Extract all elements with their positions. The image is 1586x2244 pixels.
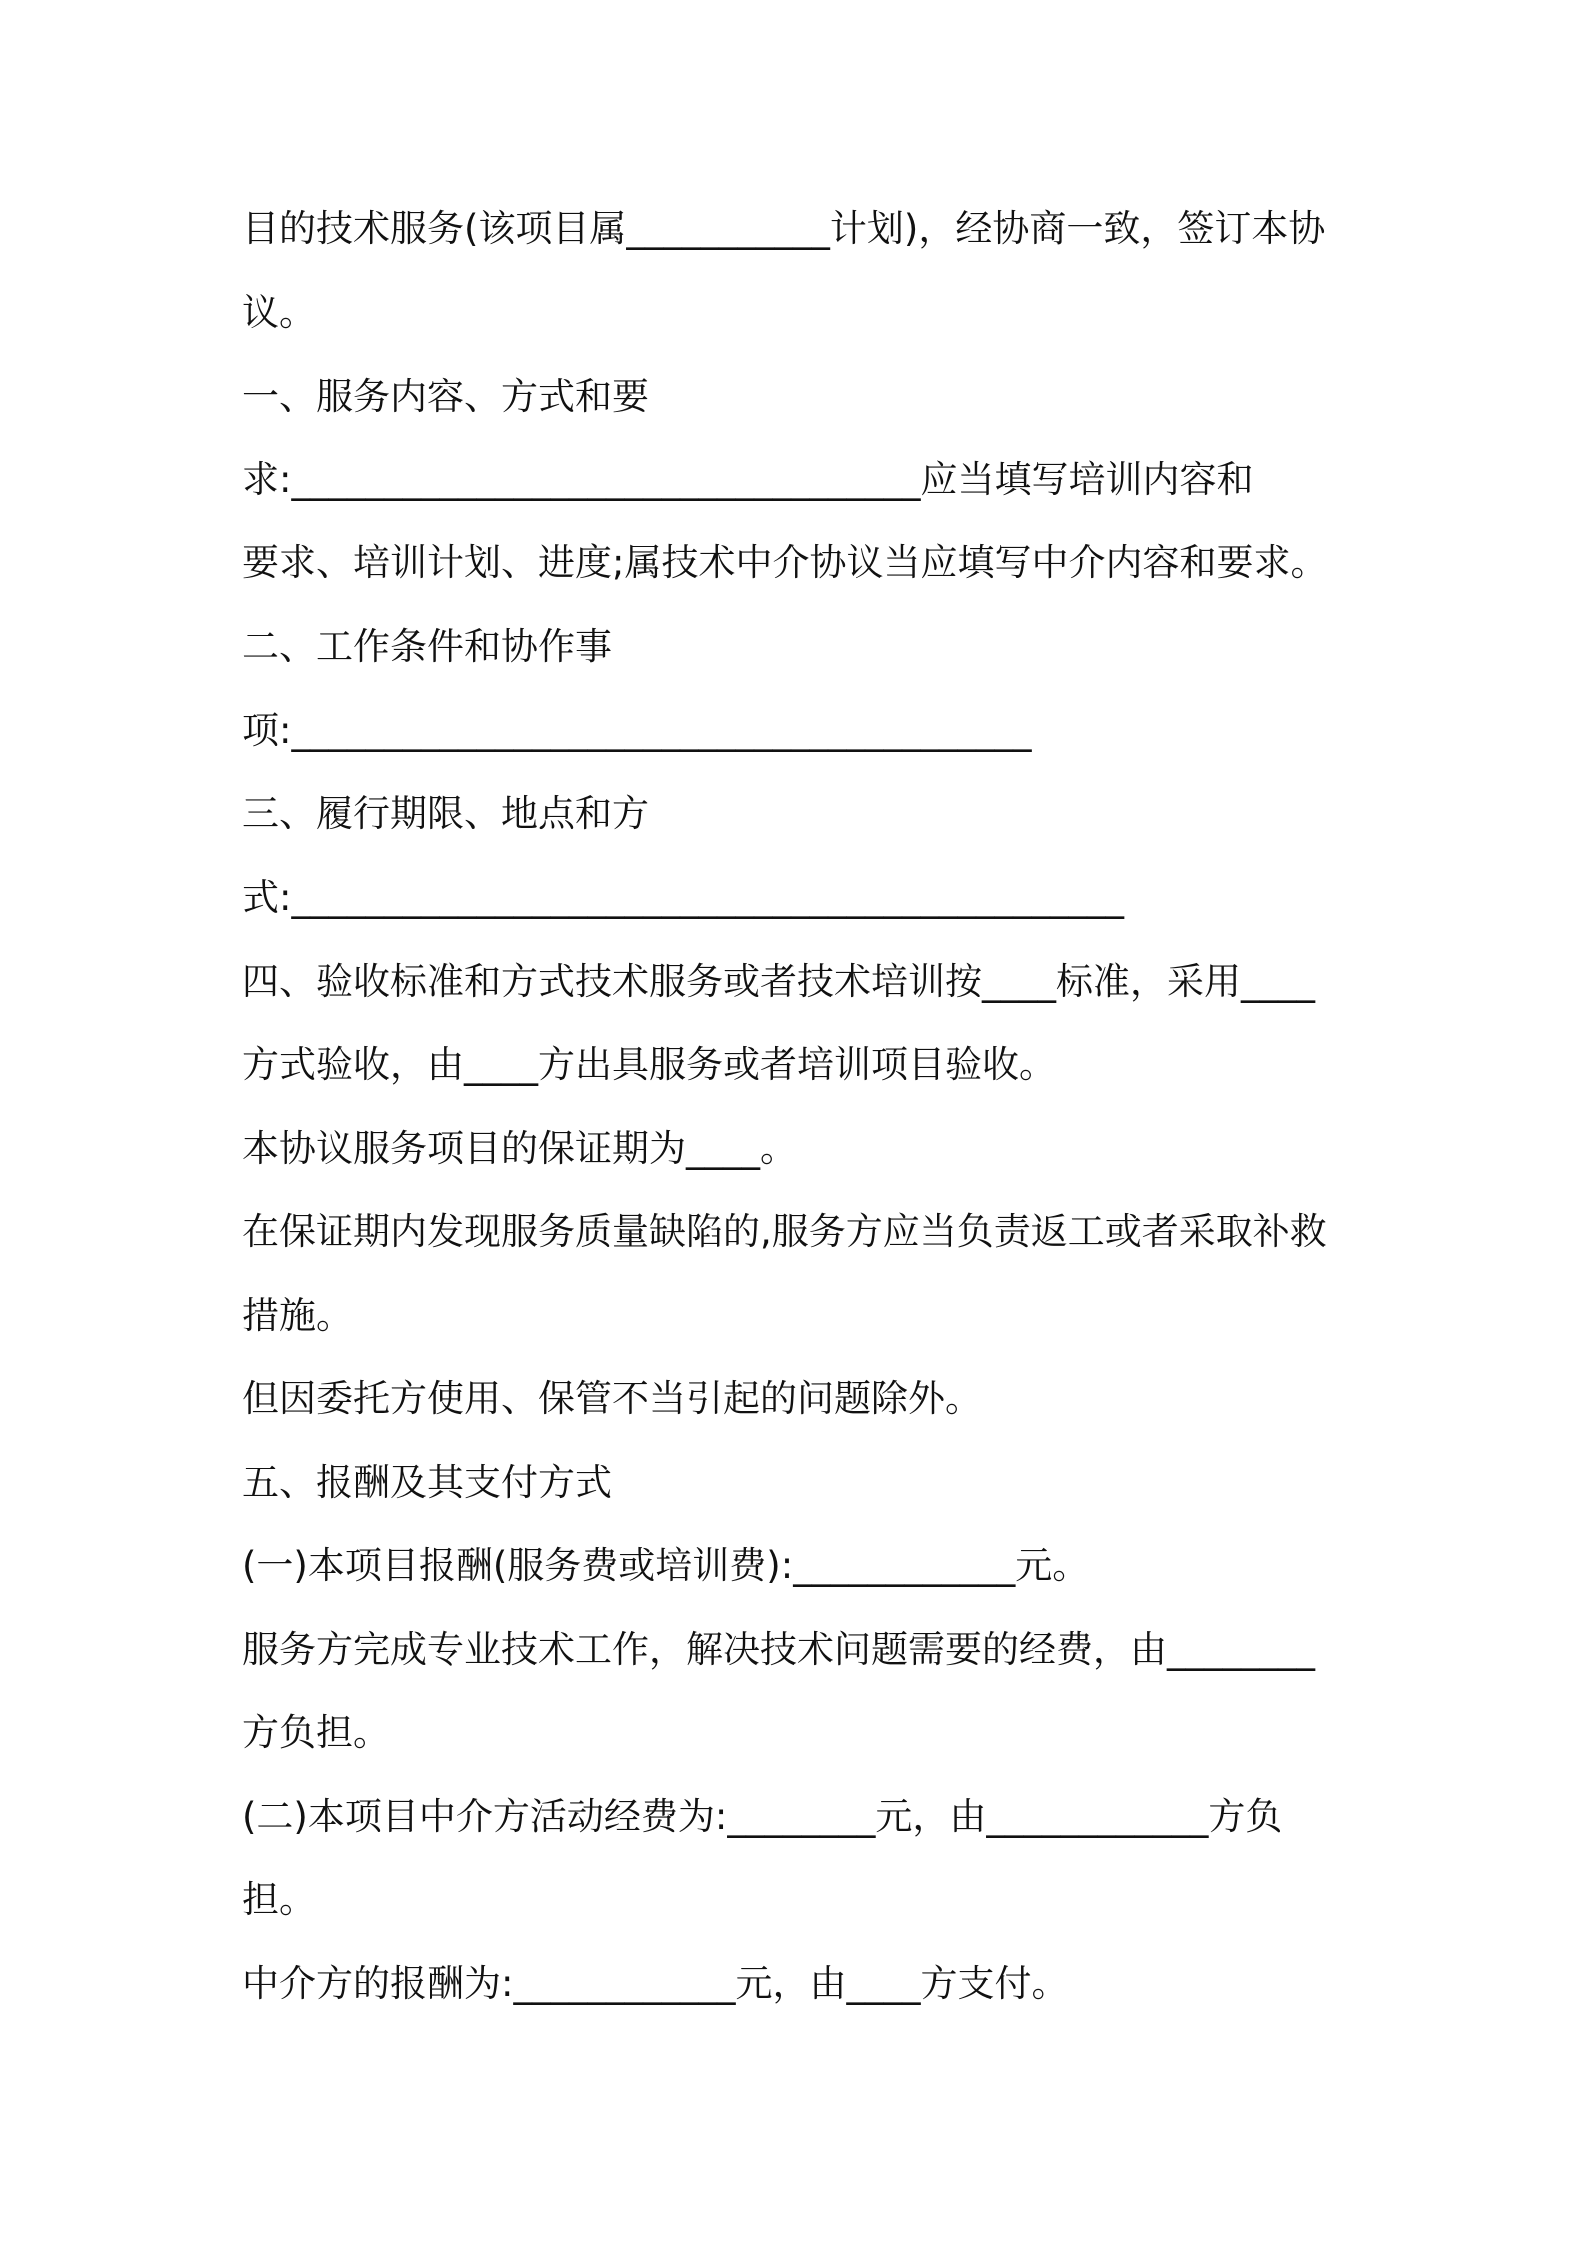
section-heading-3: 三、履行期限、地点和方 — [242, 792, 649, 835]
paragraph-line: 议。 — [242, 291, 316, 334]
section-heading-5: 五、报酬及其支付方式 — [242, 1461, 612, 1504]
section-heading-1: 一、服务内容、方式和要 — [242, 375, 649, 418]
paragraph-line: 担。 — [242, 1878, 316, 1921]
paragraph-line: 本协议服务项目的保证期为____。 — [242, 1127, 797, 1170]
paragraph-line: 服务方完成专业技术工作，解决技术问题需要的经费，由________ — [242, 1628, 1315, 1671]
paragraph-line: 方负担。 — [242, 1711, 390, 1754]
section-heading-4: 四、验收标准和方式技术服务或者技术培训按____标准，采用____ — [242, 960, 1315, 1003]
paragraph-line: 求:__________________________________应当填写培训内容和 — [242, 458, 1254, 501]
paragraph-line: 项:________________________________________ — [242, 709, 1032, 752]
paragraph-line: 在保证期内发现服务质量缺陷的,服务方应当负责返工或者采取补救 — [242, 1210, 1327, 1253]
paragraph-line: 式:_____________________________________________ — [242, 876, 1124, 919]
paragraph-line: 要求、培训计划、进度;属技术中介协议当应填写中介内容和要求。 — [242, 541, 1328, 584]
paragraph-line: 方式验收，由____方出具服务或者培训项目验收。 — [242, 1043, 1056, 1086]
paragraph-line: 但因委托方使用、保管不当引起的问题除外。 — [242, 1377, 982, 1420]
paragraph-line: (二)本项目中介方活动经费为:________元，由____________方负 — [242, 1795, 1283, 1838]
section-heading-2: 二、工作条件和协作事 — [242, 625, 612, 668]
paragraph-line: 中介方的报酬为:____________元，由____方支付。 — [242, 1962, 1069, 2005]
paragraph-line: 目的技术服务(该项目属___________计划)，经协商一致，签订本协 — [242, 207, 1326, 250]
paragraph-line: (一)本项目报酬(服务费或培训费):____________元。 — [242, 1544, 1090, 1587]
paragraph-line: 措施。 — [242, 1294, 353, 1337]
